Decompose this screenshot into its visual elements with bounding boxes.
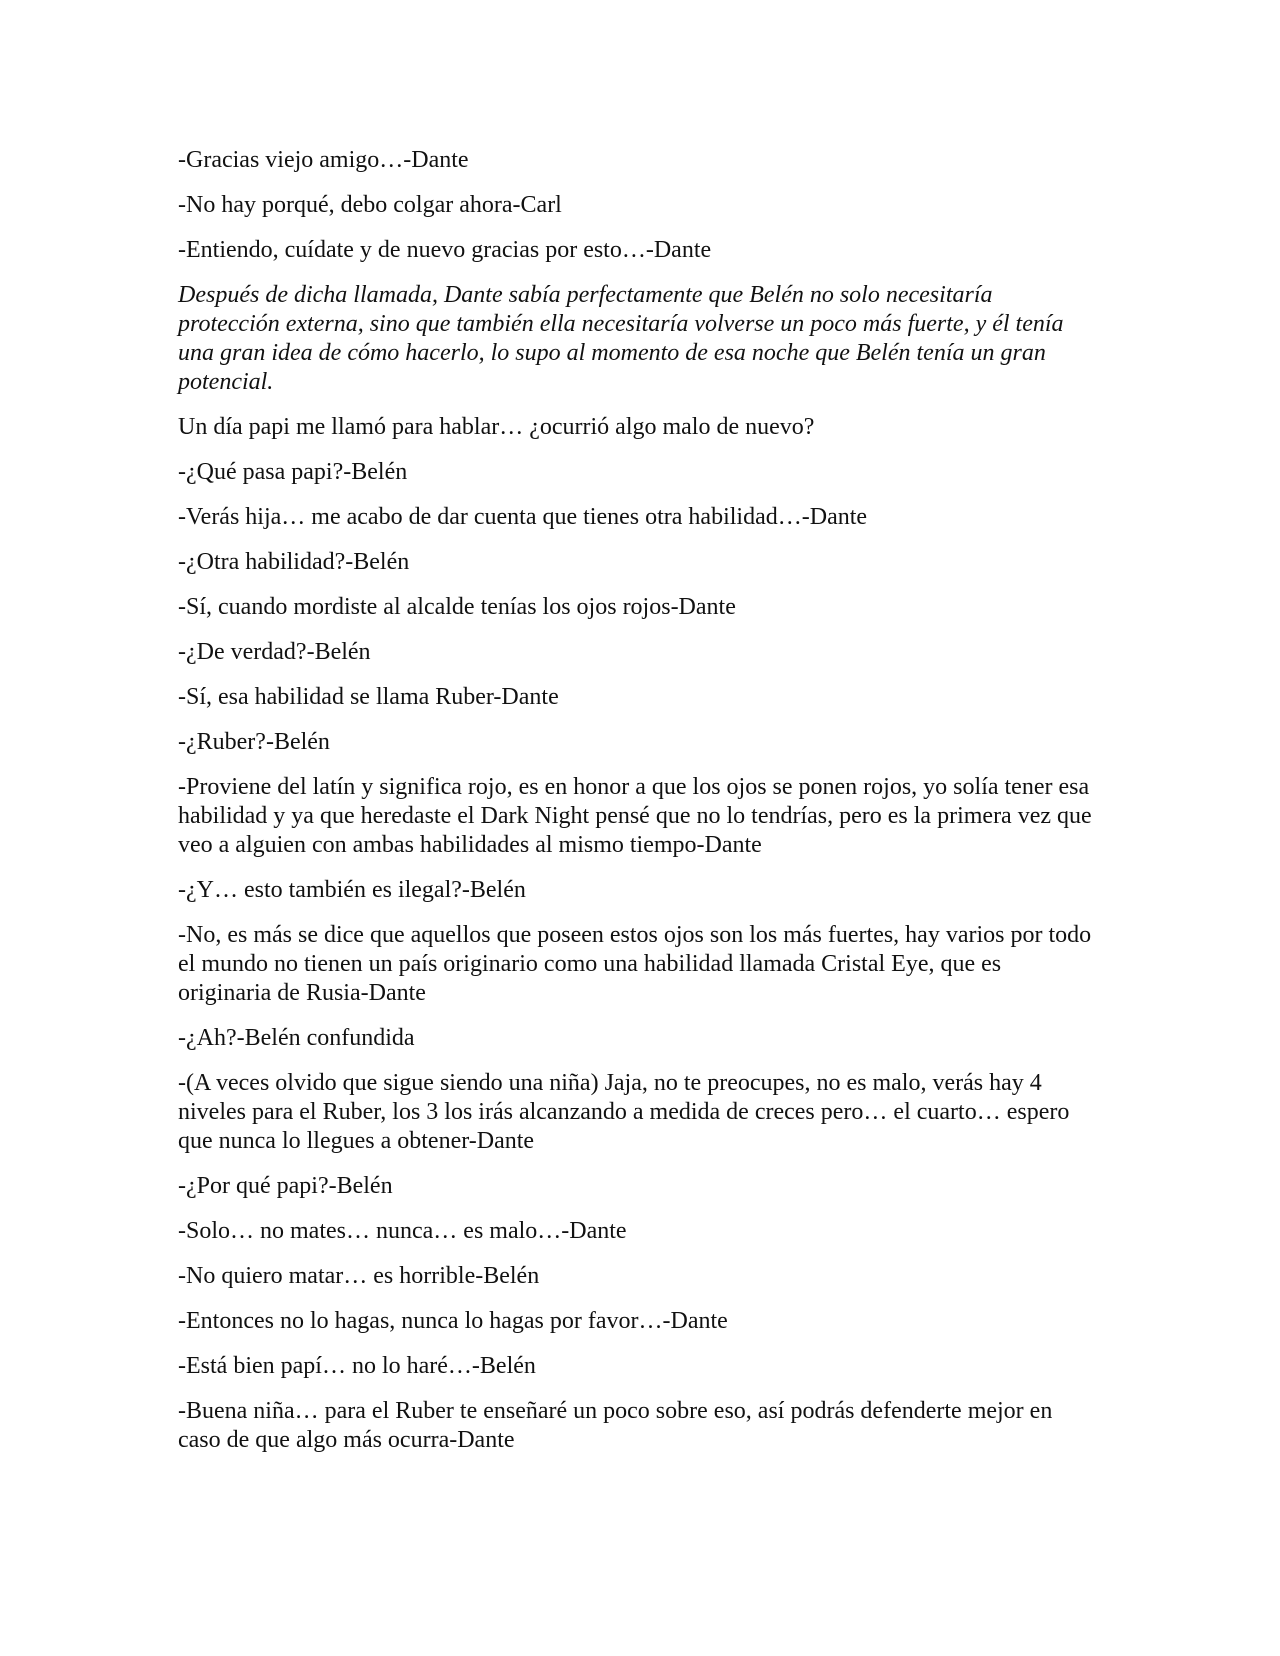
paragraph: Un día papi me llamó para hablar… ¿ocurrió algo malo de nuevo?	[178, 414, 815, 440]
paragraph: -Gracias viejo amigo…-Dante	[178, 147, 469, 173]
paragraph: -¿Ah?-Belén confundida	[178, 1025, 415, 1051]
paragraph: -¿Qué pasa papi?-Belén	[178, 459, 408, 485]
narration-paragraph: Después de dicha llamada, Dante sabía perfectamente que Belén no solo necesitaría protección externa, sino que también ella necesitaría volverse un poco más fuerte, y él tenía una gran idea de cómo hacerlo, lo supo al momento de esa noche que Belén tenía un gran potencial.	[178, 282, 1064, 395]
paragraph: -¿Ruber?-Belén	[178, 729, 330, 755]
paragraph: -¿Y… esto también es ilegal?-Belén	[178, 877, 526, 903]
paragraph: -Sí, esa habilidad se llama Ruber-Dante	[178, 684, 559, 710]
paragraph: -Solo… no mates… nunca… es malo…-Dante	[178, 1218, 627, 1244]
paragraph: -¿Otra habilidad?-Belén	[178, 549, 410, 575]
paragraph: -Entiendo, cuídate y de nuevo gracias por esto…-Dante	[178, 237, 712, 263]
document-page	[178, 146, 1100, 1471]
paragraph: -Proviene del latín y significa rojo, es en honor a que los ojos se ponen rojos, yo solía tener esa habilidad y ya que heredaste el Dark Night pensé que no lo tendrías, pero es la primera vez que veo a alguien con ambas habilidades al mismo tiempo-Dante	[178, 774, 1092, 858]
paragraph: -Buena niña… para el Ruber te enseñaré un poco sobre eso, así podrás defenderte mejor en caso de que algo más ocurra-Dante	[178, 1398, 1053, 1453]
paragraph: -(A veces olvido que sigue siendo una niña) Jaja, no te preocupes, no es malo, verás hay 4 niveles para el Ruber, los 3 los irás alcanzando a medida de creces pero… el cuarto… espero que nunca lo llegues a obtener-Dante	[178, 1070, 1070, 1154]
paragraph: -¿Por qué papi?-Belén	[178, 1173, 393, 1199]
paragraph: -Sí, cuando mordiste al alcalde tenías los ojos rojos-Dante	[178, 594, 736, 620]
paragraph: -No hay porqué, debo colgar ahora-Carl	[178, 192, 562, 218]
paragraph: -Verás hija… me acabo de dar cuenta que tienes otra habilidad…-Dante	[178, 504, 868, 530]
paragraph: -No, es más se dice que aquellos que poseen estos ojos son los más fuertes, hay varios por todo el mundo no tienen un país originario como una habilidad llamada Cristal Eye, que es originaria de Rusia-Dante	[178, 922, 1092, 1006]
paragraph: -¿De verdad?-Belén	[178, 639, 371, 665]
paragraph: -Está bien papí… no lo haré…-Belén	[178, 1353, 536, 1379]
paragraph: -Entonces no lo hagas, nunca lo hagas por favor…-Dante	[178, 1308, 728, 1334]
paragraph: -No quiero matar… es horrible-Belén	[178, 1263, 540, 1289]
